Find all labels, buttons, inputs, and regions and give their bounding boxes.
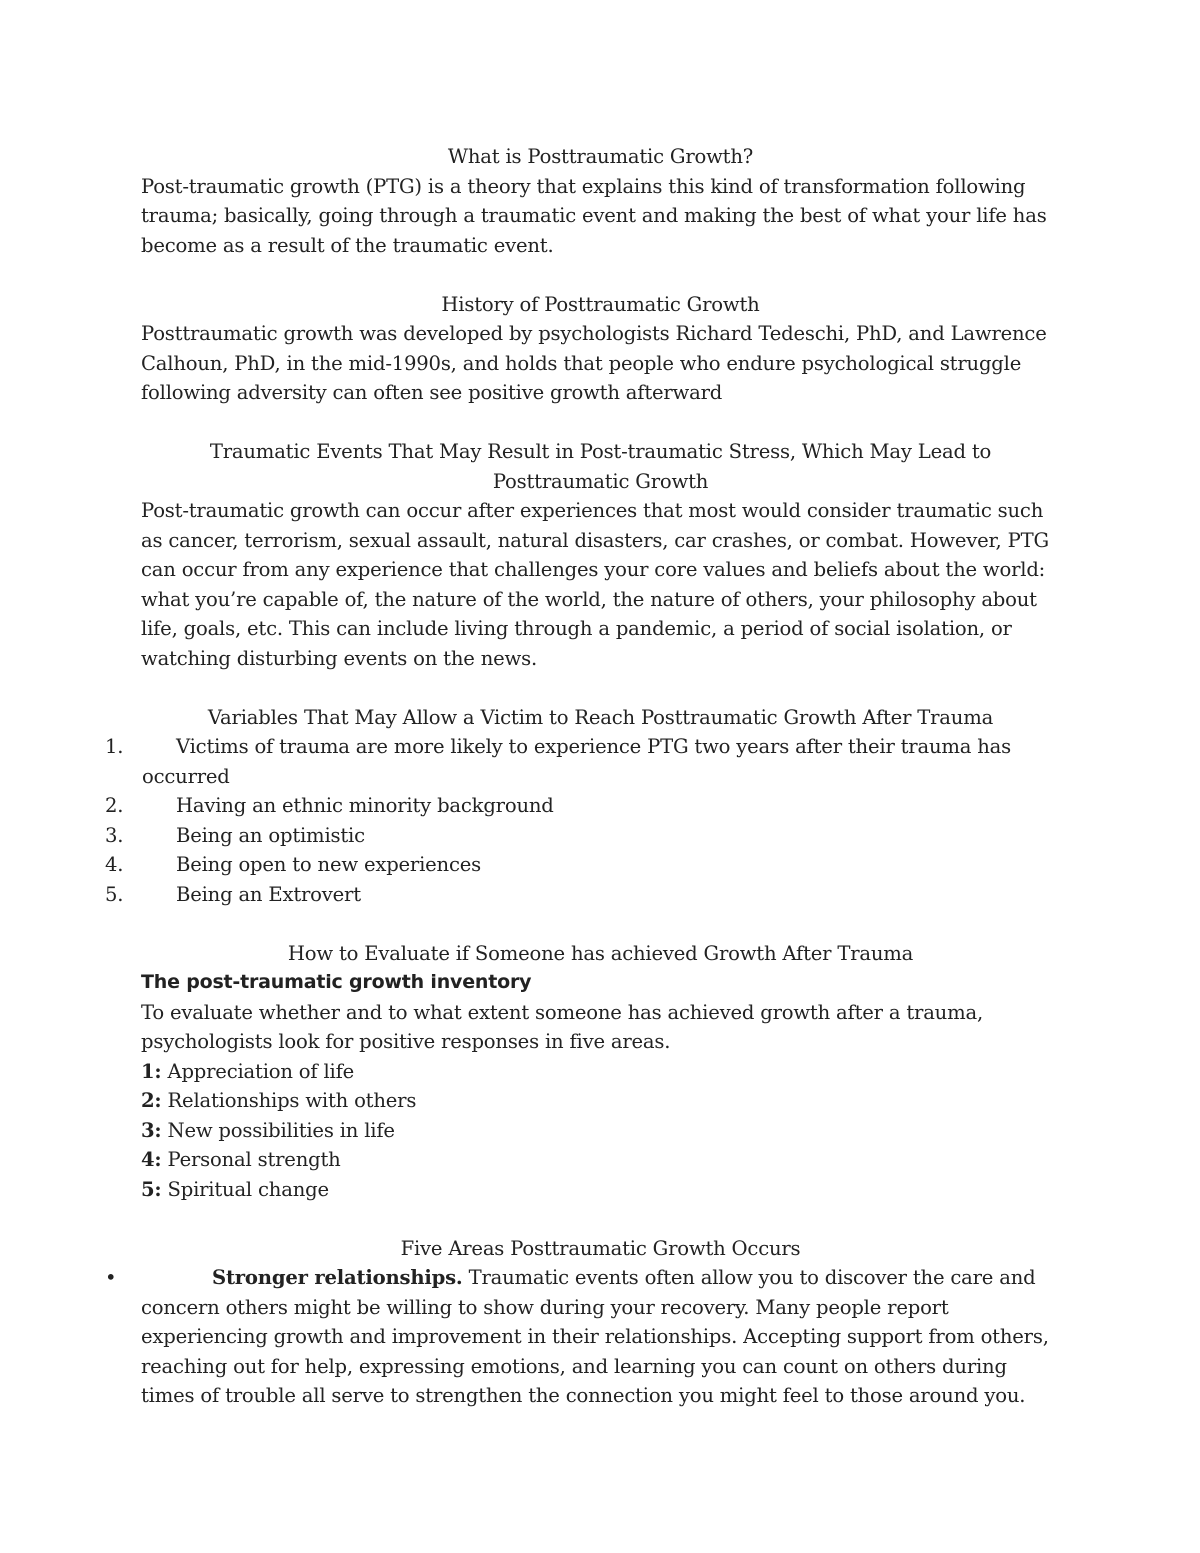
- section-heading-evaluate: How to Evaluate if Someone has achieved Growth After Trauma: [287, 941, 914, 965]
- section-heading-traumatic-events: Traumatic Events That May Result in Post-traumatic Stress, Which May Lead to Posttraumatic Growth: [209, 440, 992, 493]
- area-value: New possibilities in life: [161, 1118, 395, 1142]
- list-item: [105, 880, 1060, 910]
- list-item-continuation: occurred: [142, 764, 230, 788]
- spacer: [141, 260, 1060, 290]
- section-body-what-is-ptg: Post-traumatic growth (PTG) is a theory that explains this kind of transformation following trauma; basically, going through a traumatic event and making the best of what your life has become as a result of the traumatic event.: [141, 174, 1047, 257]
- section-body-traumatic-events: Post-traumatic growth can occur after experiences that most would consider traumatic such as cancer, terrorism, sexual assault, natural disasters, car crashes, or combat. However, PTG can occur from any experience that challenges your core values and beliefs about the world: what you’re capable of, the nature of the world, the nature of others, your philosophy about life, goals, etc. This can include living through a pandemic, a period of social isolation, or watching disturbing events on the news.: [141, 499, 1049, 670]
- bullet-paragraph: [105, 1263, 1060, 1411]
- area-key: 4:: [141, 1148, 162, 1171]
- spacer: [141, 673, 1060, 703]
- area-value: Spiritual change: [161, 1177, 329, 1201]
- section-heading-five-areas: Five Areas Posttraumatic Growth Occurs: [400, 1236, 801, 1260]
- list-item: [141, 1057, 1060, 1087]
- area-value: Personal strength: [161, 1148, 341, 1171]
- bullet-body: Traumatic events often allow you to discover the care and concern others might be willing to show during your recovery. Many people report experiencing growth and improvement in their relationships. Accepting support from others, reaching out for help, expressing emotions, and learning you can count on others during times of trouble all serve to strengthen the connection you might feel to those around you.: [141, 1266, 1049, 1407]
- section-heading-what-is-ptg: What is Posttraumatic Growth?: [447, 145, 754, 168]
- list-item-number: 1.: [105, 735, 124, 758]
- bullet-marker: •: [105, 1266, 117, 1289]
- area-key: 5:: [141, 1177, 162, 1201]
- list-item: [141, 1116, 1060, 1146]
- list-item-text: Victims of trauma are more likely to experience PTG two years after their trauma has: [176, 735, 1012, 758]
- section-heading-variables: Variables That May Allow a Victim to Reach Posttraumatic Growth After Trauma: [207, 705, 994, 729]
- list-item-number: 5.: [105, 882, 124, 906]
- list-item: [105, 850, 1060, 880]
- list-item-number: 4.: [105, 853, 124, 876]
- area-value: Relationships with others: [161, 1089, 417, 1112]
- spacer: [141, 1204, 1060, 1234]
- list-item-text: Being an optimistic: [176, 823, 365, 847]
- list-item-number: 2.: [105, 794, 124, 817]
- list-item-text: Being an Extrovert: [176, 882, 361, 906]
- list-item: [105, 791, 1060, 821]
- variables-list: [105, 732, 1060, 909]
- area-value: Appreciation of life: [161, 1059, 355, 1083]
- areas-list: [141, 1057, 1060, 1205]
- list-item: [105, 732, 1060, 791]
- bullet-lead: Stronger relationships.: [212, 1266, 463, 1289]
- list-item: [141, 1145, 1060, 1175]
- area-key: 1:: [141, 1059, 162, 1083]
- list-item-text: Being open to new experiences: [176, 853, 482, 876]
- spacer: [141, 408, 1060, 438]
- list-item: [141, 1175, 1060, 1205]
- section-body-history: Posttraumatic growth was developed by psychologists Richard Tedeschi, PhD, and Lawrence Calhoun, PhD, in the mid-1990s, and holds that people who endure psychological struggle following adversity can often see positive growth afterward: [141, 322, 1047, 404]
- list-item-number: 3.: [105, 823, 124, 847]
- area-key: 3:: [141, 1118, 162, 1142]
- list-item: [141, 1086, 1060, 1116]
- list-item-text: Having an ethnic minority background: [176, 794, 554, 817]
- section-body-evaluate: To evaluate whether and to what extent someone has achieved growth after a trauma, psychologists look for positive responses in five areas.: [141, 1000, 983, 1053]
- subheading-inventory: The post-traumatic growth inventory: [141, 971, 532, 993]
- section-heading-history: History of Posttraumatic Growth: [441, 292, 760, 316]
- spacer: [141, 909, 1060, 939]
- list-item: [105, 821, 1060, 851]
- area-key: 2:: [141, 1089, 162, 1112]
